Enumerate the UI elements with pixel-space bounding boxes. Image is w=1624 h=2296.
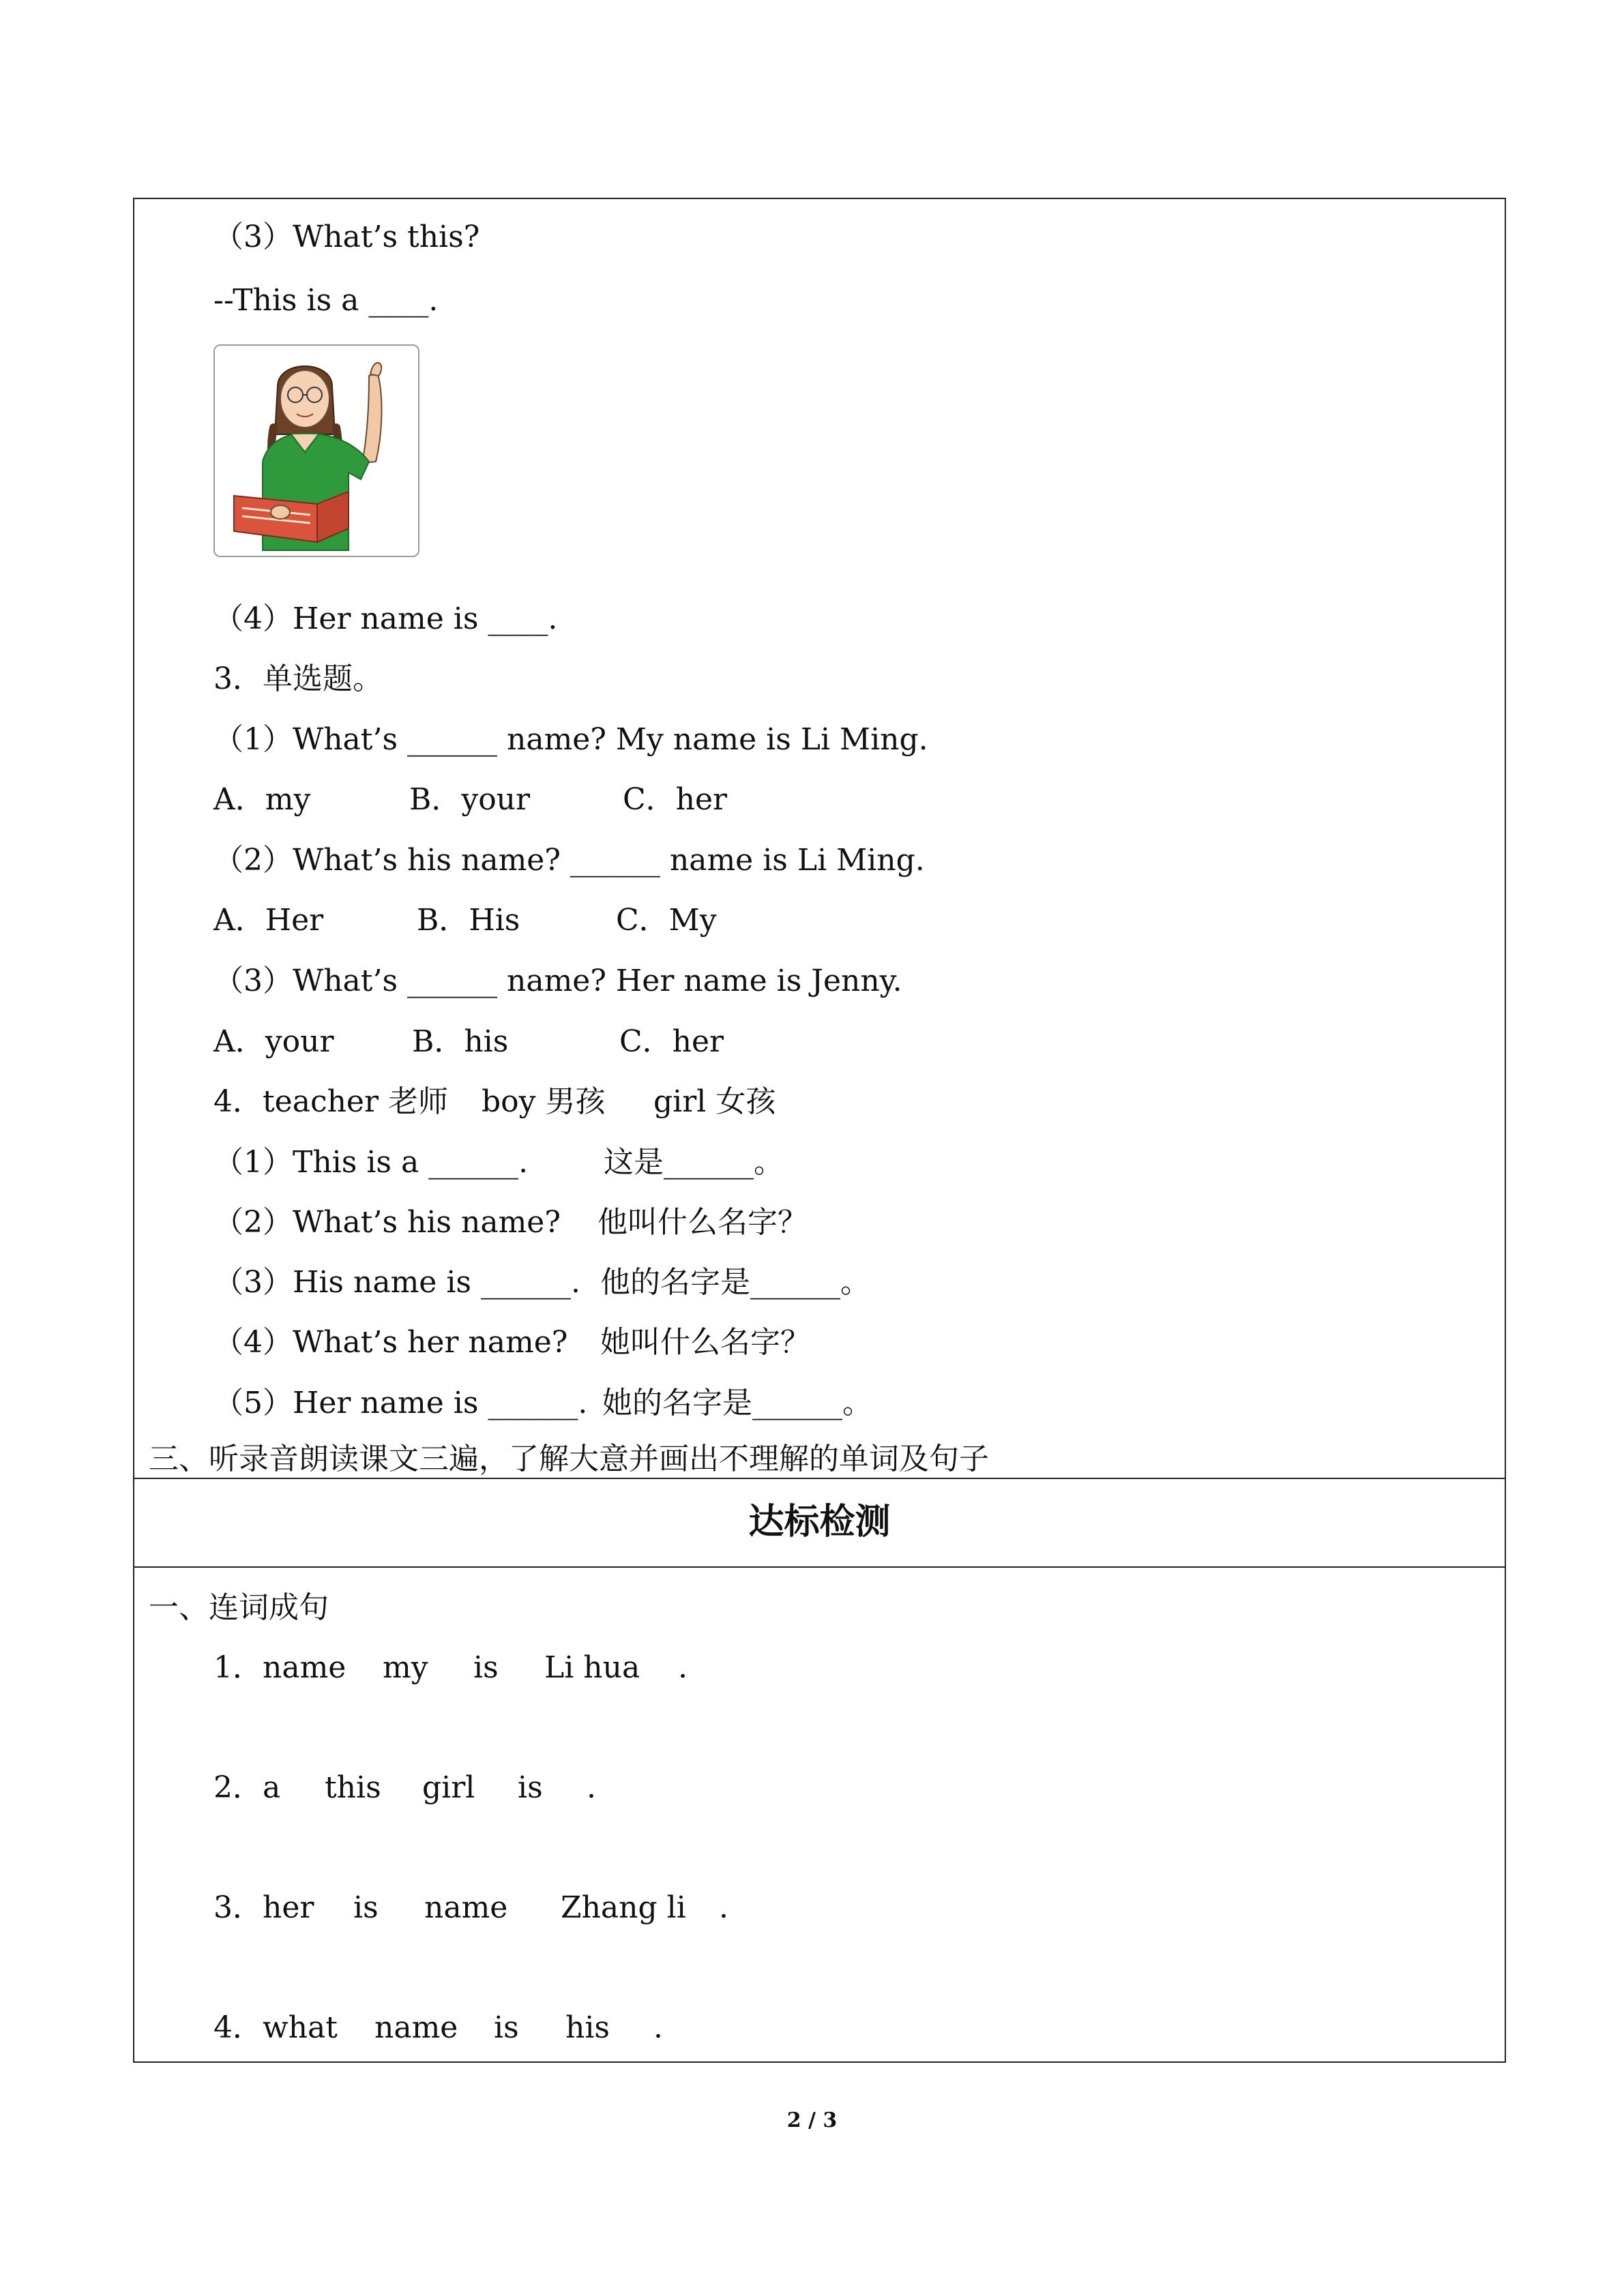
q3-item2-option-b: B．His bbox=[417, 903, 520, 938]
q4-item3-zh: 他的名字是______。 bbox=[600, 1265, 870, 1300]
ex1-item2-period: . bbox=[587, 1770, 596, 1805]
q2-item3-answer: --This is a ____. bbox=[213, 283, 439, 318]
q3-item3-option-b: B．his bbox=[412, 1024, 509, 1059]
q3-item1-option-c: C．her bbox=[623, 782, 728, 817]
q4-item2-zh: 他叫什么名字？ bbox=[597, 1205, 808, 1240]
q2-item3: （3）What’s this? bbox=[213, 220, 480, 254]
q4-item1-en: （1）This is a ______. bbox=[213, 1145, 529, 1180]
ex1-item1-word1: 1．name bbox=[213, 1650, 346, 1685]
ex1-item1-word4: Li hua bbox=[544, 1650, 640, 1685]
q3-item1-question: （1）What’s ______ name? My name is Li Ming. bbox=[213, 722, 928, 757]
ex1-item2-word2: this bbox=[325, 1770, 381, 1805]
q4-item2-en: （2）What’s his name? bbox=[213, 1205, 561, 1240]
section-divider-bottom bbox=[133, 1566, 1506, 1568]
ex1-item1-word2: my bbox=[383, 1650, 428, 1685]
ex1-item2-word4: is bbox=[518, 1770, 543, 1805]
q4-word-girl: girl 女孩 bbox=[653, 1084, 776, 1119]
q3-item2-option-c: C．My bbox=[616, 903, 717, 938]
q4-item5-zh: 她的名字是______。 bbox=[602, 1386, 872, 1420]
ex1-item2-word1: 2．a bbox=[213, 1770, 281, 1805]
ex1-item4-word1: 4．what bbox=[213, 2010, 338, 2045]
q3-item1-option-b: B．your bbox=[409, 782, 531, 817]
q4-item4-en: （4）What’s her name? bbox=[213, 1325, 568, 1360]
ex1-item3-period: . bbox=[719, 1890, 728, 1925]
exercise1-title: 一、连词成句 bbox=[149, 1590, 329, 1625]
q3-item3-option-c: C．her bbox=[619, 1024, 724, 1059]
ex1-item3-word2: is bbox=[353, 1890, 379, 1925]
ex1-item4-word4: his bbox=[565, 2010, 610, 2045]
ex1-item4-word2: name bbox=[374, 2010, 458, 2045]
q3-item2-question: （2）What’s his name? ______ name is Li Ming. bbox=[213, 843, 925, 878]
ex1-item4-period: . bbox=[653, 2010, 663, 2045]
q4-item5-en: （5）Her name is ______. bbox=[213, 1386, 588, 1420]
q3-title: 3．单选题。 bbox=[213, 661, 383, 696]
q2-item4: （4）Her name is ____. bbox=[213, 601, 558, 636]
q4-word-teacher: 4．teacher 老师 bbox=[213, 1084, 448, 1119]
q4-word-boy: boy 男孩 bbox=[482, 1084, 606, 1119]
page-number: 2 / 3 bbox=[786, 2108, 838, 2132]
ex1-item3-word1: 3．her bbox=[213, 1890, 314, 1925]
q3-item3-question: （3）What’s ______ name? Her name is Jenny. bbox=[213, 964, 902, 998]
q3-item3-option-a: A．your bbox=[213, 1024, 334, 1059]
section-title: 达标检测 bbox=[748, 1502, 891, 1542]
q3-item2-option-a: A．Her bbox=[213, 903, 324, 938]
part3-instruction: 三、听录音朗读课文三遍，了解大意并画出不理解的单词及句子 bbox=[149, 1442, 989, 1476]
ex1-item3-word3: name bbox=[424, 1890, 508, 1925]
ex1-item3-word4: Zhang li bbox=[561, 1890, 686, 1925]
ex1-item1-word3: is bbox=[473, 1650, 499, 1685]
ex1-item4-word3: is bbox=[494, 2010, 519, 2045]
q3-item1-option-a: A．my bbox=[213, 782, 311, 817]
teacher-illustration bbox=[213, 344, 419, 557]
q4-item1-zh: 这是______。 bbox=[604, 1145, 784, 1180]
q4-item4-zh: 她叫什么名字？ bbox=[600, 1325, 810, 1360]
teacher-illustration-icon bbox=[215, 346, 418, 556]
ex1-item1-period: . bbox=[678, 1650, 688, 1685]
ex1-item2-word3: girl bbox=[422, 1770, 475, 1805]
q4-item3-en: （3）His name is ______. bbox=[213, 1265, 580, 1300]
